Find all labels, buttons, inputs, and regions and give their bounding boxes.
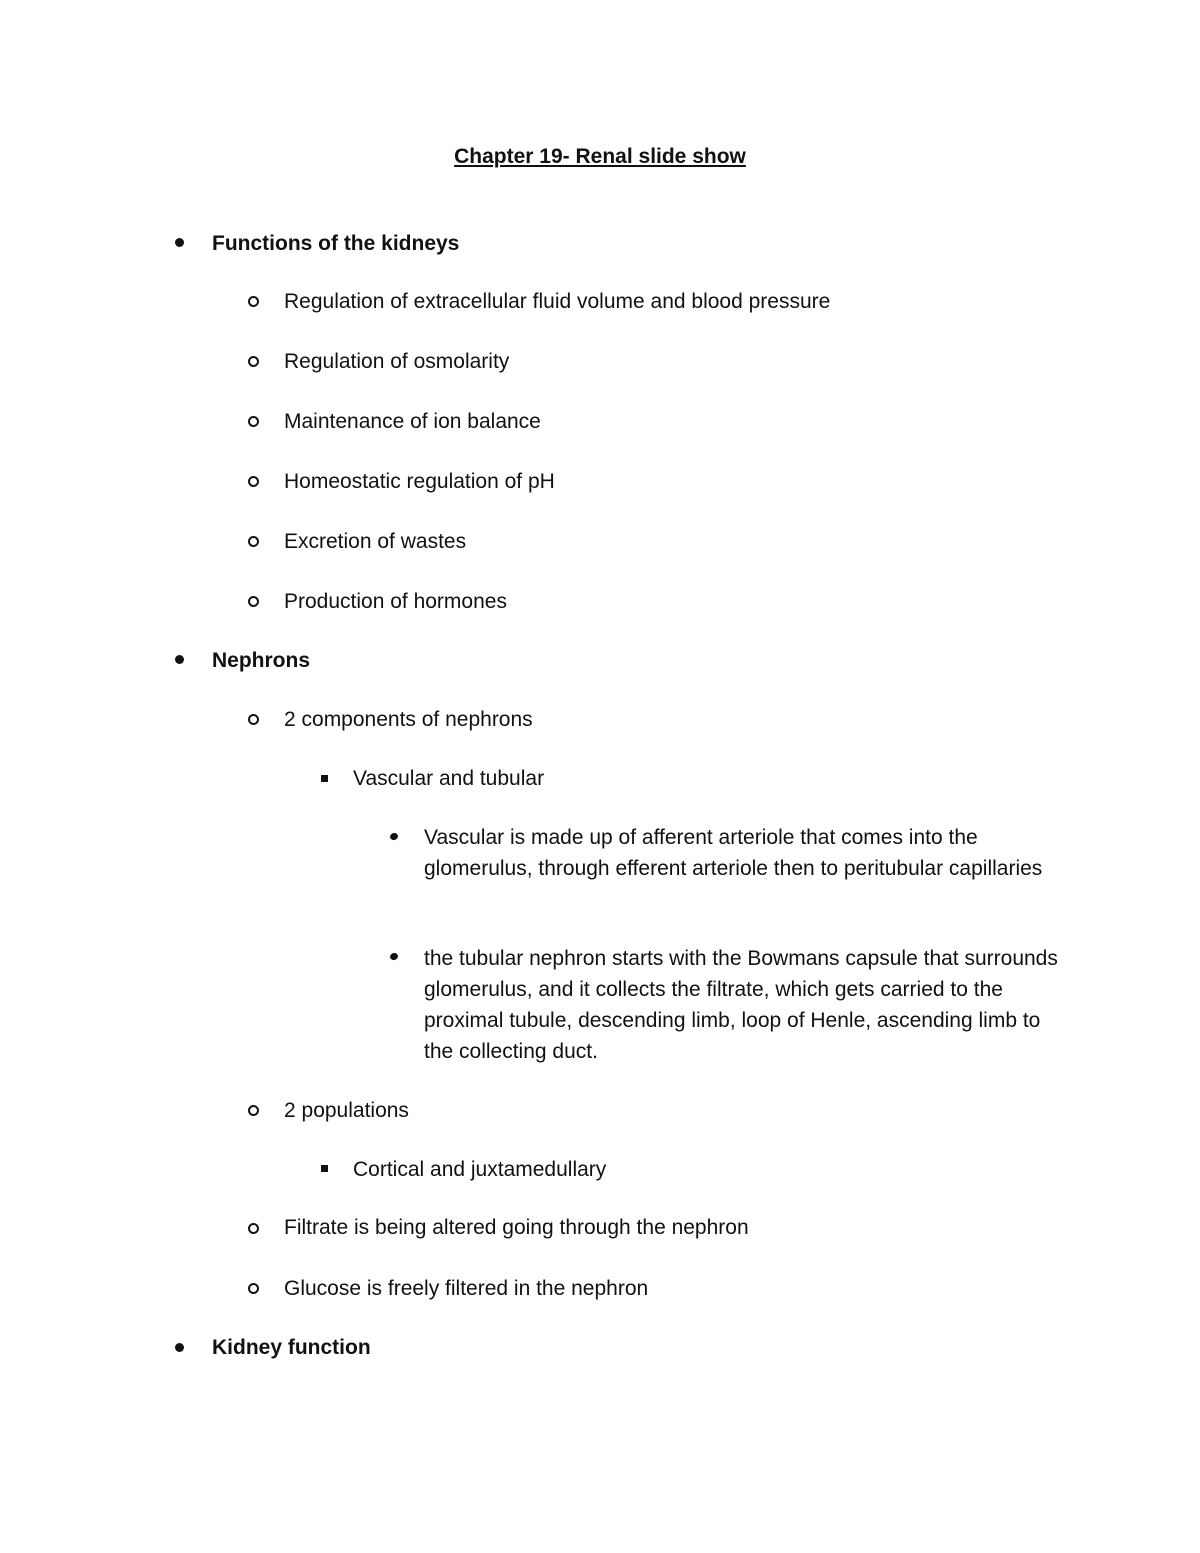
- section-heading-kidney-function: Kidney function: [212, 1336, 371, 1359]
- bullet-circle-icon: [248, 714, 259, 725]
- bullet-square-icon: [321, 775, 328, 782]
- bullet-circle-icon: [248, 1105, 259, 1116]
- bullet-disc-icon: [175, 238, 184, 247]
- list-item: Vascular and tubular: [353, 767, 545, 790]
- bullet-circle-icon: [248, 356, 259, 367]
- page-title: Chapter 19- Renal slide show: [454, 145, 746, 168]
- bullet-circle-icon: [248, 416, 259, 427]
- bullet-dot-icon: [389, 952, 399, 961]
- section-heading-functions: Functions of the kidneys: [212, 232, 460, 255]
- list-item: Cortical and juxtamedullary: [353, 1158, 607, 1181]
- list-item: 2 components of nephrons: [284, 708, 533, 731]
- bullet-circle-icon: [248, 476, 259, 487]
- detail-paragraph: the tubular nephron starts with the Bowmans capsule that surrounds glomerulus, and it collects the filtrate, which gets carried to the proximal tubule, descending limb, loop of Henle, ascending limb to the collecting duct.: [424, 947, 1058, 1063]
- list-item: Regulation of osmolarity: [284, 350, 510, 373]
- bullet-circle-icon: [248, 1223, 259, 1234]
- bullet-disc-icon: [175, 655, 184, 664]
- list-item: Regulation of extracellular fluid volume and blood pressure: [284, 290, 831, 313]
- bullet-disc-icon: [175, 1343, 184, 1352]
- list-item: Maintenance of ion balance: [284, 410, 541, 433]
- list-item: Production of hormones: [284, 590, 507, 613]
- list-item: Glucose is freely filtered in the nephron: [284, 1277, 649, 1300]
- bullet-dot-icon: [389, 832, 399, 841]
- bullet-circle-icon: [248, 596, 259, 607]
- list-item: Filtrate is being altered going through the nephron: [284, 1216, 749, 1239]
- section-heading-nephrons: Nephrons: [212, 649, 311, 672]
- bullet-circle-icon: [248, 536, 259, 547]
- bullet-circle-icon: [248, 1283, 259, 1294]
- list-item: Homeostatic regulation of pH: [284, 470, 555, 493]
- detail-paragraph: Vascular is made up of afferent arteriole that comes into the glomerulus, through efferent arteriole then to peritubular capillaries: [424, 826, 1043, 880]
- list-item: Excretion of wastes: [284, 530, 467, 553]
- bullet-square-icon: [321, 1165, 328, 1172]
- bullet-circle-icon: [248, 296, 259, 307]
- list-item: 2 populations: [284, 1099, 409, 1122]
